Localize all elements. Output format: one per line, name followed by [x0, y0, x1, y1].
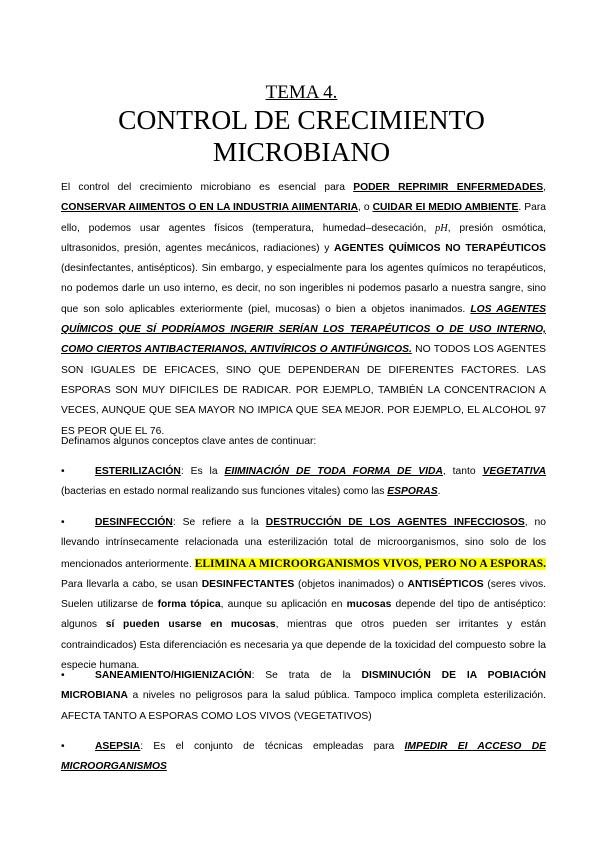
term-desinfeccion: DESINFECCIÓN	[95, 517, 173, 528]
intro-text: NO TODOS LOS AGENTES SON IGUALES DE EFICACES, SINO QUE DEPENDERAN DE DIFERENTES FACTORES. LAS ESPORAS SON MUY DIFICILES DE RADICAR. POR EJEMPLO, TAMBIÉN LA CONCENTRACION A VECES, AUNQUE QUE SEA MAYOR NO IMPICA QUE SEA MEJOR. POR EJEMPLO, EL ALCOHOL 97 ES PEOR QUE EL 76.	[61, 344, 546, 437]
lead-paragraph: Definamos algunos conceptos clave antes de continuar:	[61, 436, 317, 447]
item-key-phrase: forma tópica	[157, 599, 221, 611]
item-emphasis: EIIMINACIÓN DE TODA FORMA DE VIDA	[224, 466, 443, 477]
item-text: : Se trata de la	[251, 670, 362, 681]
intro-text: . Para ello, podemos usar agentes físicos (temperatura, humedad–desecación,	[61, 202, 546, 234]
page-title	[0, 104, 603, 168]
term-saneamiento: SANEAMIENTO/HIGIENIZACIÓN	[95, 670, 252, 681]
intro-text: ,	[543, 182, 546, 193]
list-item-esterilizacion	[61, 462, 546, 503]
item-text: Para llevarla a cabo, se usan	[61, 578, 202, 590]
item-key-phrase: mucosas	[346, 599, 392, 611]
intro-emphasis: LOS AGENTES QUÍMICOS QUE SÍ PODRÍAMOS INGERIR SERÍAN LOS TERAPÉUTICOS O DE USO INTERNO, COMO CIERTOS ANTIBACTERIANOS, ANTIVÍRICOS O ANTIFÚNGICOS.	[61, 303, 546, 356]
item-text: (seres vivos. Suelen utilizarse de	[61, 578, 546, 611]
page-title-line-1: CONTROL DE CRECIMIENTO	[118, 104, 485, 135]
item-text: : Se refiere a la	[172, 517, 266, 528]
intro-paragraph	[61, 178, 546, 442]
item-key-phrase: DESINFECTANTES	[201, 578, 295, 590]
item-text: depende del tipo de antiséptico: algunos	[61, 599, 546, 631]
intro-key-phrase: PODER REPRIMIR ENFERMEDADES	[353, 182, 544, 193]
term-esterilizacion: ESTERILIZACIÓN	[95, 466, 181, 477]
item-key-phrase: DISMINUCIÓN DE IA POBIACIÓN MICROBIANA	[61, 670, 546, 702]
list-item-asepsia	[61, 737, 546, 778]
item-emphasis: IMPEDIR EI ACCESO DE MICROORGANISMOS	[61, 741, 546, 773]
item-text: , mientras que otros pueden ser irritantes y están contraindicados) Esta diferenciación es necesaria ya que depende de la toxicidad del compuesto sobre la especie humana.	[61, 619, 546, 672]
item-text: , no llevando intrínsecamente relacionada una esterilización total de microorganismos, sino solo de los mencionados anteriormente.	[61, 517, 546, 570]
item-text: , aunque su aplicación en	[220, 599, 347, 611]
intro-key-phrase: AGENTES QUÍMICOS NO TERAPÉUTICOS	[334, 242, 546, 254]
item-text: (bacterias en estado normal realizando sus funciones vitales) como las	[61, 486, 388, 498]
intro-key-phrase: CONSERVAR AIIMENTOS O EN LA INDUSTRIA AIIMENTARIA	[61, 202, 359, 214]
highlighted-phrase: ELIMINA A MICROORGANISMOS VIVOS, PERO NO A ESPORAS.	[194, 557, 546, 570]
bullet: •	[61, 741, 65, 752]
item-text: : Es el conjunto de técnicas empleadas para	[140, 741, 405, 752]
item-text: , tanto	[442, 466, 483, 477]
intro-text: , presión osmótica, ultrasonidos, presión, agentes mecánicos, radiaciones) y	[61, 222, 546, 254]
item-text: (objetos inanimados) o	[294, 578, 408, 590]
tema-heading: TEMA 4.	[265, 82, 338, 103]
item-emphasis: VEGETATIVA	[482, 466, 547, 477]
intro-text: El control del crecimiento microbiano es esencial para	[61, 182, 354, 193]
item-text: : Es la	[180, 466, 225, 477]
intro-text: (desinfectantes, antisépticos). Sin embargo, y especialmente para los agentes químicos no terapéuticos, no podemos darle un uso interno, es decir, no son ingeribles ni podemos pasarlo a nuestra sangre, sino que son solo aplicables exteriormente (piel, mucosas) o bien a objetos inanimados.	[61, 263, 546, 315]
item-text: a niveles no peligrosos para la salud pública. Tampoco implica completa esterilización. AFECTA TANTO A ESPORAS COMO LOS VIVOS (VEGETATIVOS)	[61, 690, 546, 722]
item-emphasis: ESPORAS	[387, 486, 438, 498]
term-asepsia: ASEPSIA	[95, 741, 141, 752]
bullet: •	[61, 517, 65, 528]
item-key-phrase: sí pueden usarse en mucosas	[105, 619, 276, 631]
item-text: .	[437, 486, 441, 498]
page-title-line-2: MICROBIANO	[212, 136, 391, 167]
ph-symbol: pH	[435, 222, 448, 234]
item-key-phrase: ANTISÉPTICOS	[407, 578, 484, 590]
bullet: •	[61, 670, 65, 681]
list-item-saneamiento	[61, 666, 546, 727]
intro-key-phrase: CUIDAR EI MEDIO AMBIENTE	[372, 202, 519, 214]
intro-text: , o	[358, 202, 373, 214]
list-item-desinfeccion	[61, 513, 546, 676]
bullet: •	[61, 466, 65, 477]
item-key-phrase: DESTRUCCIÓN DE LOS AGENTES INFECCIOSOS	[265, 517, 525, 528]
